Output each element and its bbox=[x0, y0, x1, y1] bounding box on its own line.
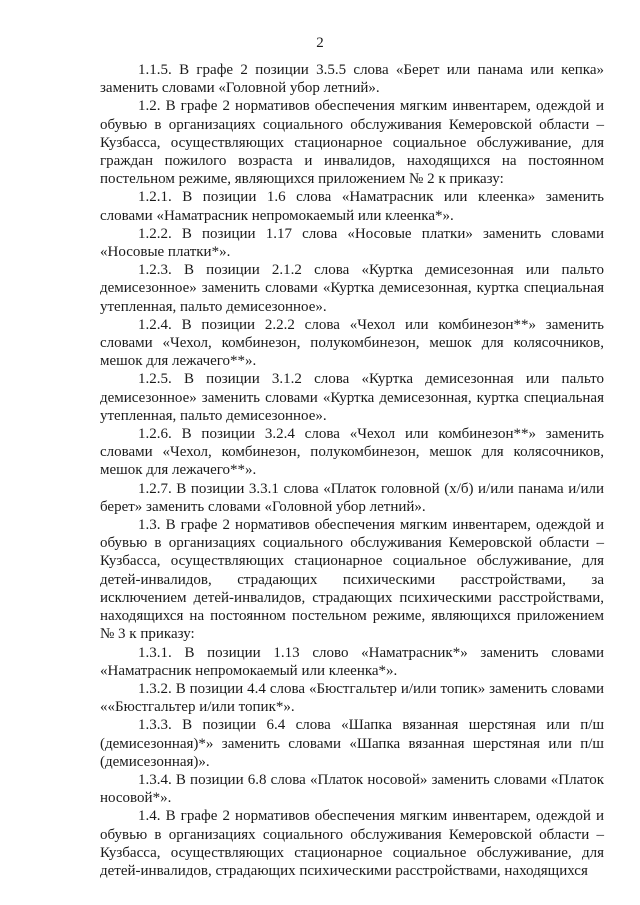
document-body bbox=[100, 61, 604, 880]
paragraph-1-3-1: 1.3.1. В позиции 1.13 слово «Наматрасник*» заменить словами «Наматрасник непромокаемый или клеенка*». bbox=[100, 644, 604, 679]
paragraph-1-2-4: 1.2.4. В позиции 2.2.2 слова «Чехол или комбинезон**» заменить словами «Чехол, комбинезон, полукомбинезон, мешок для колясочников, мешок для лежачего**». bbox=[100, 316, 604, 370]
paragraph-1-3: 1.3. В графе 2 нормативов обеспечения мягким инвентарем, одеждой и обувью в организациях социального обслуживания Кемеровской области – Кузбасса, осуществляющих стационарное социальное обслуживание, для детей-инвалидов, страдающих психическими расстройствами, за исключением детей-инвалидов, страдающих психическими расстройствами, находящихся на постоянном постельном режиме, являющихся приложением № 3 к приказу: bbox=[100, 517, 604, 643]
paragraph-1-1-5: 1.1.5. В графе 2 позиции 3.5.5 слова «Берет или панама или кепка» заменить словами «Головной убор летний». bbox=[100, 62, 604, 97]
paragraph-1-4: 1.4. В графе 2 нормативов обеспечения мягким инвентарем, одеждой и обувью в организациях социального обслуживания Кемеровской области – Кузбасса, осуществляющих стационарное социальное обслуживание, для детей-инвалидов, страдающих психическими расстройствами, находящихся bbox=[100, 808, 604, 879]
paragraph-1-2-2: 1.2.2. В позиции 1.17 слова «Носовые платки» заменить словами «Носовые платки*». bbox=[100, 225, 604, 261]
paragraph-1-2-3: 1.2.3. В позиции 2.1.2 слова «Куртка демисезонная или пальто демисезонное» заменить словами «Куртка демисезонная, куртка специальная утепленная, пальто демисезонное». bbox=[100, 262, 604, 315]
paragraph-1-3-2: 1.3.2. В позиции 4.4 слова «Бюстгальтер и/или топик» заменить словами ««Бюстгальтер и/или топик*». bbox=[100, 680, 604, 716]
paragraph-1-2-7: 1.2.7. В позиции 3.3.1 слова «Платок головной (х/б) и/или панама и/или берет» заменить словами «Головной убор летний». bbox=[100, 480, 604, 515]
paragraph-1-3-3: 1.3.3. В позиции 6.4 слова «Шапка вязанная шерстяная или п/ш (демисезонная)*» заменить словами «Шапка вязанная шерстяная или п/ш (демисезонная)». bbox=[100, 717, 604, 770]
paragraph-1-3-4: 1.3.4. В позиции 6.8 слова «Платок носовой» заменить словами «Платок носовой*». bbox=[100, 771, 604, 807]
page-number: 2 bbox=[316, 35, 324, 51]
paragraph-1-2-5: 1.2.5. В позиции 3.1.2 слова «Куртка демисезонная или пальто демисезонное» заменить словами «Куртка демисезонная, куртка специальная утепленная, пальто демисезонное». bbox=[100, 371, 604, 424]
paragraph-1-2-1: 1.2.1. В позиции 1.6 слова «Наматрасник или клеенка» заменить словами «Наматрасник непромокаемый или клеенка*». bbox=[100, 189, 604, 224]
paragraph-1-2: 1.2. В графе 2 нормативов обеспечения мягким инвентарем, одеждой и обувью в организациях социального обслуживания Кемеровской области – Кузбасса, осуществляющих стационарное социальное обслуживание, для граждан пожилого возраста и инвалидов, находящихся на постоянном постельном режиме, являющихся приложением № 2 к приказу: bbox=[100, 98, 604, 188]
paragraph-1-2-6: 1.2.6. В позиции 3.2.4 слова «Чехол или комбинезон**» заменить словами «Чехол, комбинезон, полукомбинезон, мешок для колясочников, мешок для лежачего**». bbox=[100, 426, 604, 479]
